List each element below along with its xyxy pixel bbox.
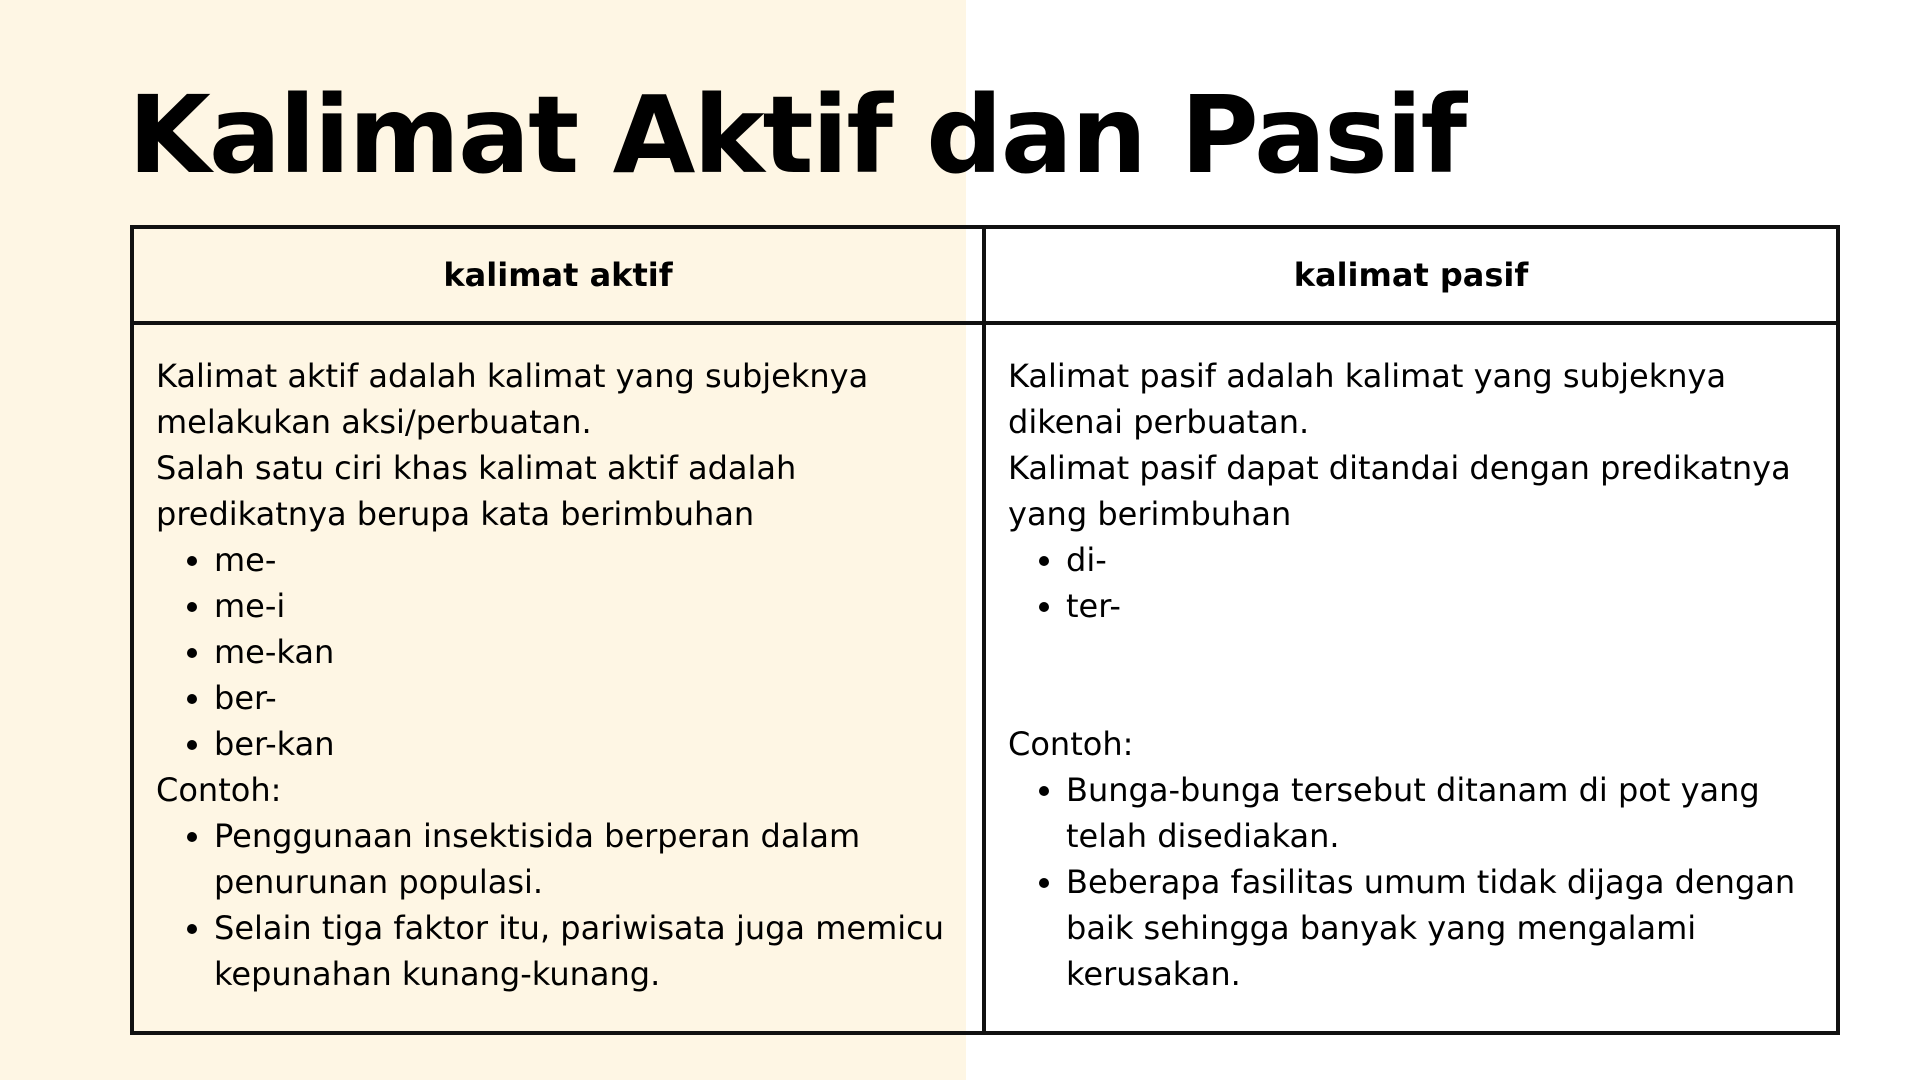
list-item: • Bunga-bunga tersebut ditanam di pot yang telah disediakan. [1066,767,1814,859]
pasif-example-label: Contoh: [1008,725,1134,763]
page-title: Kalimat Aktif dan Pasif [128,74,1466,198]
list-item: • Selain tiga faktor itu, pariwisata juga memicu kepunahan kunang-kunang. [214,905,960,997]
aktif-definition: Kalimat aktif adalah kalimat yang subjeknya melakukan aksi/perbuatan. [156,357,869,441]
cell-kalimat-pasif [986,325,1836,1031]
pasif-example-list [1008,767,1814,997]
pasif-characteristic: Kalimat pasif dapat ditandai dengan predikatnya yang berimbuhan [1008,449,1791,533]
spacer [1008,629,1814,721]
pasif-definition: Kalimat pasif adalah kalimat yang subjeknya dikenai perbuatan. [1008,357,1727,441]
list-item: • ter- [1066,583,1814,629]
list-item: • ber-kan [214,721,960,767]
list-item: • di- [1066,537,1814,583]
list-item: • Penggunaan insektisida berperan dalam penurunan populasi. [214,813,960,905]
aktif-characteristic: Salah satu ciri khas kalimat aktif adalah predikatnya berupa kata berimbuhan [156,449,797,533]
list-item: • Beberapa fasilitas umum tidak dijaga dengan baik sehingga banyak yang mengalami kerusakan. [1066,859,1814,997]
aktif-example-list [156,813,960,997]
list-item: • me-kan [214,629,960,675]
header-kalimat-pasif: kalimat pasif [986,229,1836,325]
cell-kalimat-aktif [134,325,986,1031]
aktif-affix-list [156,537,960,767]
header-kalimat-aktif: kalimat aktif [134,229,986,325]
comparison-table [130,225,1840,1035]
aktif-example-label: Contoh: [156,771,282,809]
list-item: • me- [214,537,960,583]
list-item: • ber- [214,675,960,721]
pasif-affix-list [1008,537,1814,629]
list-item: • me-i [214,583,960,629]
